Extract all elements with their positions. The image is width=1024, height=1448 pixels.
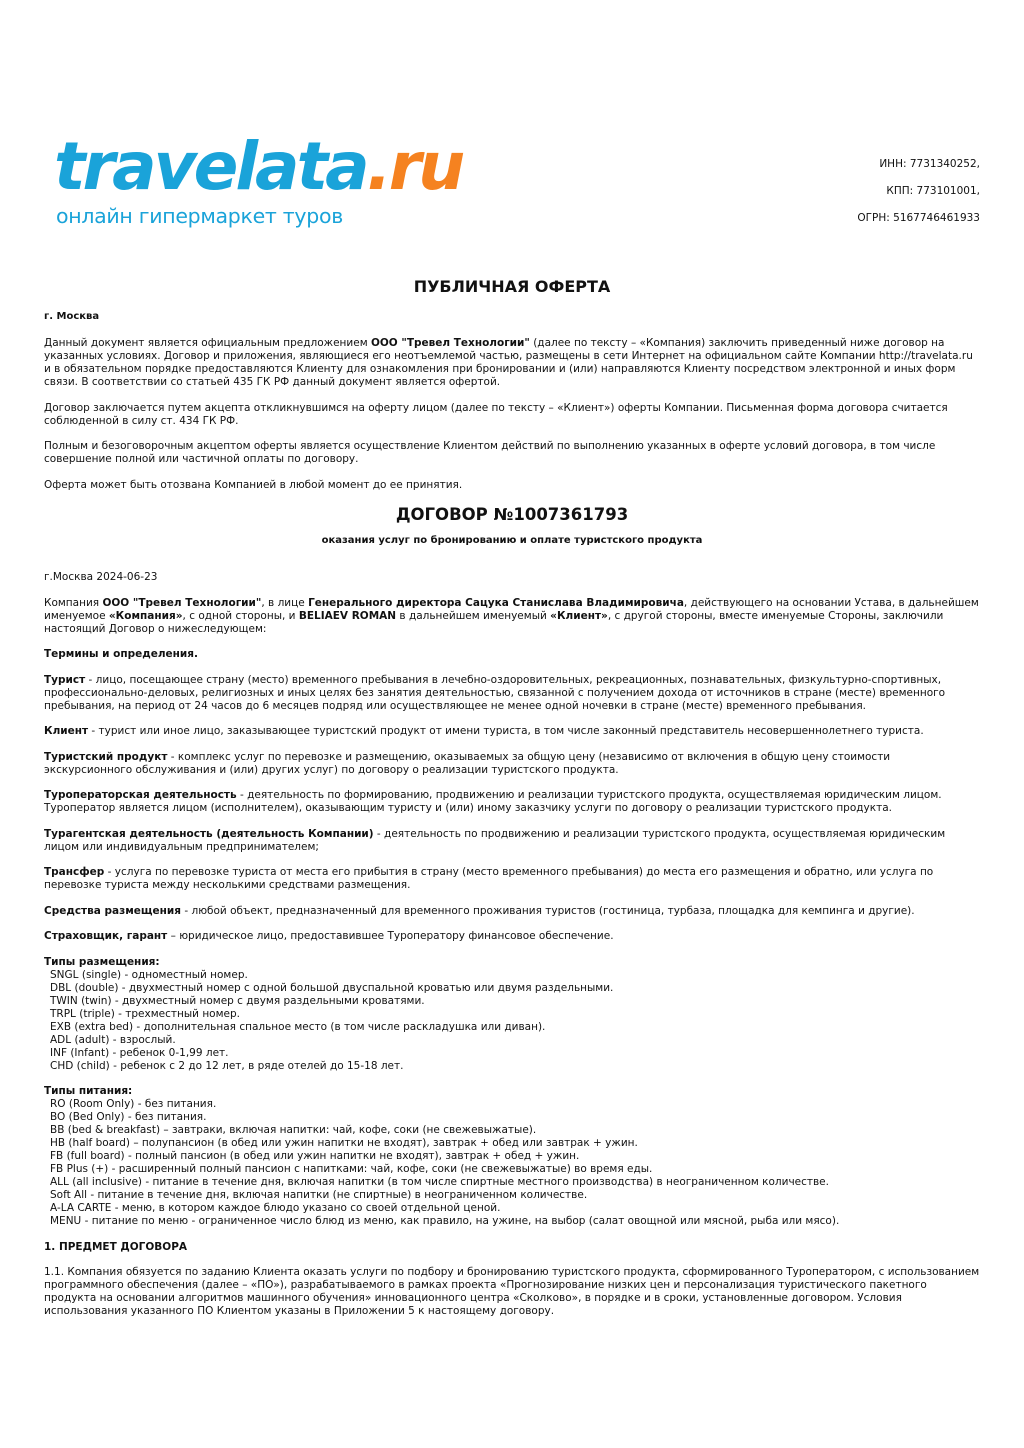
text: в дальнейшем именуемый <box>396 609 551 622</box>
client-name: BELIAEV ROMAN <box>298 609 397 622</box>
contract-title: ДОГОВОР №1007361793 <box>395 505 629 524</box>
definition: - деятельность по формированию, продвижению и реализации туристского продукта, осуществляемая юридическим лицом. Туроператор является лицом (исполнителем), оказывающим туристу и (или) иному заказчику услуги по договору о реализации туристского продукта. <box>44 789 942 814</box>
list-item: FB (full board) - полный пансион (в обед или ужин напитки не входят), завтрак + обед + ужин. <box>50 1150 580 1162</box>
term: Туристский продукт <box>44 750 168 763</box>
text: Данный документ является официальным предложением <box>44 337 371 349</box>
term: Турист <box>44 673 86 686</box>
term-definition <box>44 789 980 815</box>
list-item: FB Plus (+) - расширенный полный пансион с напитками: чай, кофе, соки (не свежевыжатые) во время еды. <box>50 1163 653 1175</box>
definition: - любой объект, предназначенный для временного проживания туристов (гостиница, турбаза, площадка для кемпинга и другие). <box>181 904 915 917</box>
inn: ИНН: 7731340252, <box>879 158 980 170</box>
term-definition <box>44 674 980 713</box>
list-item: Soft All - питание в течение дня, включая напитки (не спиртные) в неограниченном количестве. <box>50 1189 588 1201</box>
travelata-logo[interactable] <box>54 128 463 234</box>
text: , действующего на основании Устава, в дальнейшем именуемое <box>44 596 979 622</box>
term: Клиент <box>44 725 89 737</box>
definition: - услуга по перевозке туриста от места его прибытия в страну (место временного пребывания) до места его размещения и обратно, или услуга по перевозке туриста между несколькими средствами размещения. <box>44 866 934 891</box>
list-item: INF (Infant) - ребенок 0-1,99 лет. <box>50 1046 229 1059</box>
list-item: MENU - питание по меню - ограниченное число блюд из меню, как правило, на ужине, на выбор (салат овощной или мясной, рыба или мясо). <box>50 1215 840 1227</box>
list-item: RO (Room Only) - без питания. <box>50 1098 217 1110</box>
meals-heading: Типы питания: <box>44 1085 133 1097</box>
term: Туроператорская деятельность <box>44 789 237 801</box>
company-alias: «Компания» <box>108 609 183 622</box>
offer-paragraph-3: Полным и безоговорочным акцептом оферты является осуществление Клиентом действий по выполнению указанных в оферте условий договора, в том числе совершение полной или частичной оплаты по договору. <box>44 440 936 465</box>
contract-intro <box>44 597 980 636</box>
definition: - деятельность по продвижению и реализации туристского продукта, осуществляемая юридическим лицом или индивидуальным предпринимателем; <box>44 827 946 853</box>
term-definition <box>44 725 980 738</box>
logo-wordmark <box>54 128 463 205</box>
term: Страховщик, гарант <box>44 930 168 942</box>
kpp: КПП: 773101001, <box>886 185 980 197</box>
logo-tld: ru <box>388 128 463 205</box>
term-definition <box>44 905 980 918</box>
meal-types <box>44 1085 980 1228</box>
offer-paragraph-4: Оферта может быть отозвана Компанией в любой момент до ее принятия. <box>44 478 463 491</box>
list-item: HB (half board) – полупансион (в обед или ужин напитки не входят), завтрак + обед или завтрак + ужин. <box>50 1137 638 1149</box>
offer-paragraph-2: Договор заключается путем акцепта откликнувшимся на оферту лицом (далее по тексту – «Клиент») оферты Компании. Письменная форма договора считается соблюденной в силу ст. 434 ГК РФ. <box>44 401 948 427</box>
text: Компания <box>44 596 103 609</box>
term-definition <box>44 930 980 943</box>
definition: - лицо, посещающее страну (место) временного пребывания в лечебно-оздоровительных, рекреационных, познавательных, физкультурно-спортивных, профессионально-деловых, религиозных и иных целях без занятия деятельностью, связанной с получением дохода от источников в стране (месте) временного пребывания, на период от 24 часов до 6 месяцев подряд или осуществляющее не менее одной ночевки в стране (месте) временного пребывания. <box>44 673 946 712</box>
accommodation-types <box>44 956 980 1073</box>
text: (далее по тексту – «Компания) заключить приведенный ниже договор на указанных условиях. Договор и приложения, являющиеся его неотъемлемой частью, размещены в сети Интернет на официальном сайте Компании http://travelata.ru и в обязательном порядке предоставляются Клиенту для ознакомления при бронировании и (или) направляются Клиенту посредством электронной и иных форм связи. В соответствии со статьей 435 ГК РФ данный документ является офертой. <box>44 337 973 388</box>
term-definition <box>44 866 980 892</box>
document-body <box>44 276 980 1331</box>
terms-heading: Термины и определения. <box>44 648 199 660</box>
director-name: Генерального директора Сацука Станислава Владимировича <box>308 596 684 609</box>
section-1-paragraph: 1.1. Компания обязуется по заданию Клиента оказать услуги по подбору и бронированию туристского продукта, сформированного Туроператором, с использованием программного обеспечения (далее – «ПО»), разрабатываемого в рамках проекта «Прогнозирование низких цен и персонализация туристического пакетного продукта на основании алгоритмов машинного обучения» инновационного центра «Сколково», в порядке и в сроки, установленные договором. Условия использования указанного ПО Клиентом указаны в Приложении 5 к настоящему договору. <box>44 1266 980 1317</box>
ogrn: ОГРН: 5167746461933 <box>857 212 980 224</box>
list-item: ALL (all inclusive) - питание в течение дня, включая напитки (в том числе спиртные местного производства) в неограниченном количестве. <box>50 1176 829 1188</box>
offer-paragraph-1 <box>44 337 980 389</box>
term: Турагентская деятельность (деятельность Компании) <box>44 827 374 840</box>
offer-city: г. Москва <box>44 311 100 322</box>
list-item: DBL (double) - двухместный номер с одной большой двуспальной кроватью или двумя раздельными. <box>50 981 614 994</box>
logo-dot: . <box>366 128 389 205</box>
term: Трансфер <box>44 866 105 878</box>
section-1-heading: 1. ПРЕДМЕТ ДОГОВОРА <box>44 1240 188 1253</box>
list-item: TRPL (triple) - трехместный номер. <box>50 1007 240 1020</box>
list-item: A-LA CARTE - меню, в котором каждое блюдо указано со своей отдельной ценой. <box>50 1202 501 1214</box>
term: Средства размещения <box>44 904 182 917</box>
list-item: ADL (adult) - взрослый. <box>50 1033 176 1046</box>
list-item: TWIN (twin) - двухместный номер с двумя раздельными кроватями. <box>50 994 425 1007</box>
company-name: ООО "Тревел Технологии" <box>102 596 262 609</box>
contract-subtitle: оказания услуг по бронированию и оплате туристского продукта <box>321 535 703 546</box>
list-item: BO (Bed Only) - без питания. <box>50 1111 207 1123</box>
logo-tagline: онлайн гипермаркет туров <box>56 204 343 228</box>
list-item: BB (bed & breakfast) – завтраки, включая напитки: чай, кофе, соки (не свежевыжатые). <box>50 1124 537 1136</box>
company-name: ООО "Тревел Технологии" <box>370 337 530 349</box>
list-item: CHD (child) - ребенок с 2 до 12 лет, в ряде отелей до 15-18 лет. <box>50 1059 404 1072</box>
text: , с другой стороны, вместе именуемые Стороны, заключили настоящий Договор о нижеследующем: <box>44 609 944 635</box>
accommodation-heading: Типы размещения: <box>44 955 160 968</box>
definition: – юридическое лицо, предоставившее Туроператору финансовое обеспечение. <box>167 930 614 942</box>
list-item: EXB (extra bed) - дополнительная спальное место (в том числе раскладушка или диван). <box>50 1020 546 1033</box>
company-requisites <box>857 158 980 239</box>
text: , в лице <box>261 596 309 609</box>
client-alias: «Клиент» <box>550 609 608 622</box>
contract-place-date: г.Москва 2024-06-23 <box>44 571 158 583</box>
definition: - турист или иное лицо, заказывающее туристский продукт от имени туриста, в том числе законный представитель несовершеннолетнего туриста. <box>88 725 924 737</box>
list-item: SNGL (single) - одноместный номер. <box>50 968 248 981</box>
definition: - комплекс услуг по перевозке и размещению, оказываемых за общую цену (независимо от включения в общую цену стоимости экскурсионного обслуживания и (или) других услуг) по договору о реализации туристского продукта. <box>44 750 891 776</box>
term-definition <box>44 751 980 777</box>
offer-title: ПУБЛИЧНАЯ ОФЕРТА <box>413 277 611 296</box>
logo-wordmark-part: travelata <box>54 128 367 205</box>
text: , с одной стороны, и <box>182 609 299 622</box>
term-definition <box>44 828 980 854</box>
